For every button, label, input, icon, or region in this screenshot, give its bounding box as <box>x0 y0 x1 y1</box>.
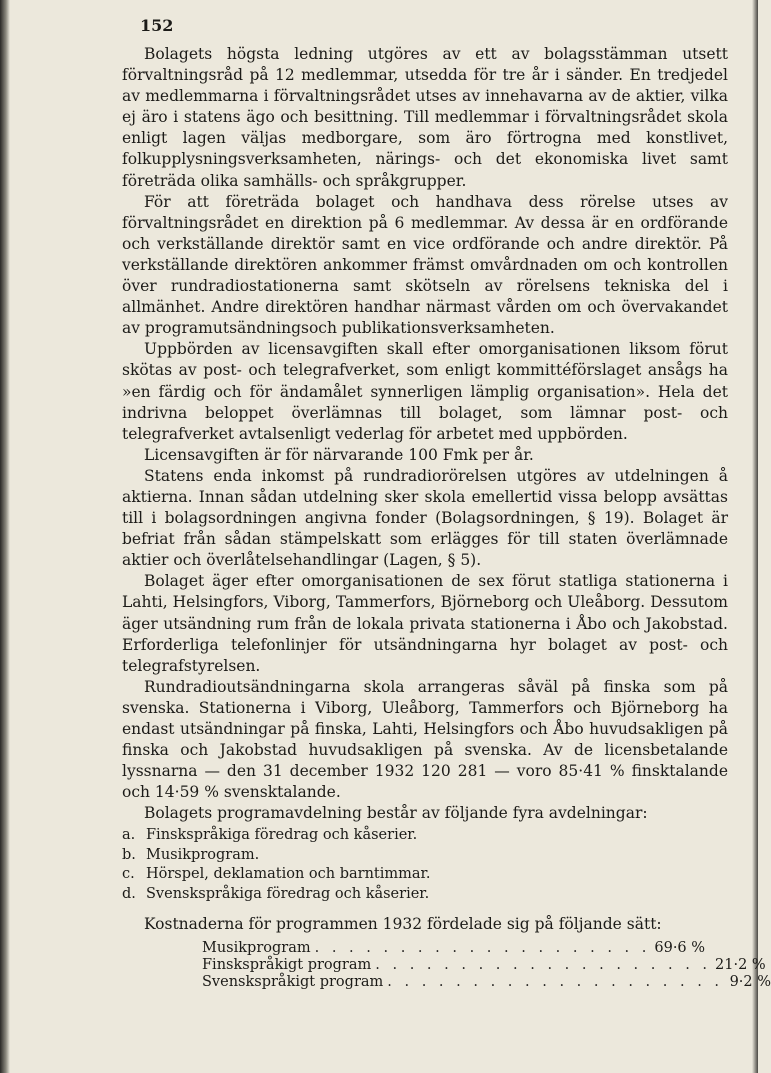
list-item <box>122 865 728 885</box>
page-edge-shadow-right <box>752 0 758 1073</box>
paragraph: Uppbörden av licensavgiften skall efter omorganisationen liksom förut skötas av post- och telegrafverket, som enligt kommittéförslaget ansågs ha »en färdig och för ändamålet synnerligen lämplig organisation». Hela det indrivna beloppet överlämnas till bolaget, som lämnar post- och telegrafverket avtalsenligt vederlag för arbetet med uppbörden. <box>122 340 728 443</box>
document-body <box>122 44 771 991</box>
paragraph: Bolaget äger efter omorganisationen de sex förut statliga stationerna i Lahti, Helsingfors, Viborg, Tammerfors, Björneborg och Uleåborg. Dessutom äger utsändning rum från de lokala privata stationerna i Åbo och Jakobstad. Erforderliga telefonlinjer för utsändningarna hyr bolaget av post- och telegrafstyrelsen. <box>122 572 728 675</box>
table-row <box>202 956 766 974</box>
list-item <box>122 885 728 905</box>
table-row <box>202 973 771 991</box>
cost-value: 69·6 % <box>654 939 706 956</box>
paragraph: Licensavgiften är för närvarande 100 Fmk per år. <box>144 445 534 464</box>
department-list <box>122 826 728 904</box>
page-number: 152 <box>140 16 174 35</box>
costs-intro: Kostnaderna för programmen 1932 fördelade sig på följande sätt: <box>144 915 662 934</box>
list-item-text: Musikprogram. <box>146 846 260 863</box>
cost-value: 9·2 % <box>729 973 771 990</box>
list-item-text: Hörspel, deklamation och barntimmar. <box>146 866 431 883</box>
list-item-text: Finskspråkiga föredrag och kåserier. <box>146 827 418 844</box>
list-marker: a. <box>122 827 136 844</box>
paragraph: Rundradioutsändningarna skola arrangeras såväl på finska som på svenska. Stationerna i Viborg, Uleåborg, Tammerfors och Björneborg ha endast utsändningar på finska, Lahti, Helsingfors och Åbo huvudsakligen på finska och Jakobstad huvudsakligen på svenska. Av de licensbetalande lyssnarna — den 31 december 1932 120 281 — voro 85·41 % finsktalande och 14·59 % svensktalande. <box>122 677 728 802</box>
table-row <box>202 939 706 957</box>
list-marker: c. <box>122 866 135 883</box>
paragraph: För att företräda bolaget och handhava dess rörelse utses av förvaltningsrådet en direktion på 6 medlemmar. Av dessa är en ordförande och verkställande direktör samt en vice ordförande och andre direktör. På verkställande direktören ankommer främst omvårdnaden om och kontrollen över rundradiostationerna samt skötseln av rörelsens tekniska del i allmänhet. Andre direktören handhar närmast vården om och övervakandet av programutsändningsoch publikationsverksamheten. <box>122 192 728 338</box>
list-item <box>122 846 728 866</box>
page-edge-shadow <box>0 0 10 1073</box>
leader-dots: . . . . . . . . . . . . . . . . . . . . <box>375 956 712 973</box>
paragraph: Bolagets högsta ledning utgöres av ett av bolagsstämman utsett förvaltningsråd på 12 medlemmar, utsedda för tre år i sänder. En tredjedel av medlemmarna i förvaltningsrådet utses av innehavarna av de aktier, vilka ej äro i statens ägo och besittning. Till medlemmar i förvaltningsrådet skola enligt lagen väljas medborgare, som äro förtrogna med konstlivet, folkupplysningsverksamheten, närings- och det ekonomiska livet samt företräda olika samhälls- och språkgrupper. <box>122 45 728 190</box>
cost-table <box>202 939 771 991</box>
cost-name: Finskspråkigt program <box>202 956 372 973</box>
list-marker: b. <box>122 846 136 863</box>
leader-dots: . . . . . . . . . . . . . . . . . . . . <box>314 939 651 956</box>
list-marker: d. <box>122 885 136 902</box>
list-item <box>122 826 728 846</box>
list-item-text: Svenskspråkiga föredrag och kåserier. <box>146 885 430 902</box>
cost-name: Svenskspråkigt program <box>202 973 384 990</box>
leader-dots: . . . . . . . . . . . . . . . . . . . . <box>387 973 724 990</box>
paragraph: Statens enda inkomst på rundradiorörelsen utgöres av utdelningen å aktierna. Innan sådan utdelning sker skola emellertid vissa belopp avsättas till i bolagsordningen angivna fonder (Bolagsordningen, § 19). Bolaget är befriat från sådan stämpelskatt som erlägges för till staten överlämnade aktier och överlåtelsehandlingar (Lagen, § 5). <box>122 466 728 570</box>
cost-value: 21·2 % <box>715 956 766 973</box>
cost-name: Musikprogram <box>202 939 311 956</box>
paragraph: Bolagets programavdelning består av följande fyra avdelningar: <box>144 804 648 823</box>
